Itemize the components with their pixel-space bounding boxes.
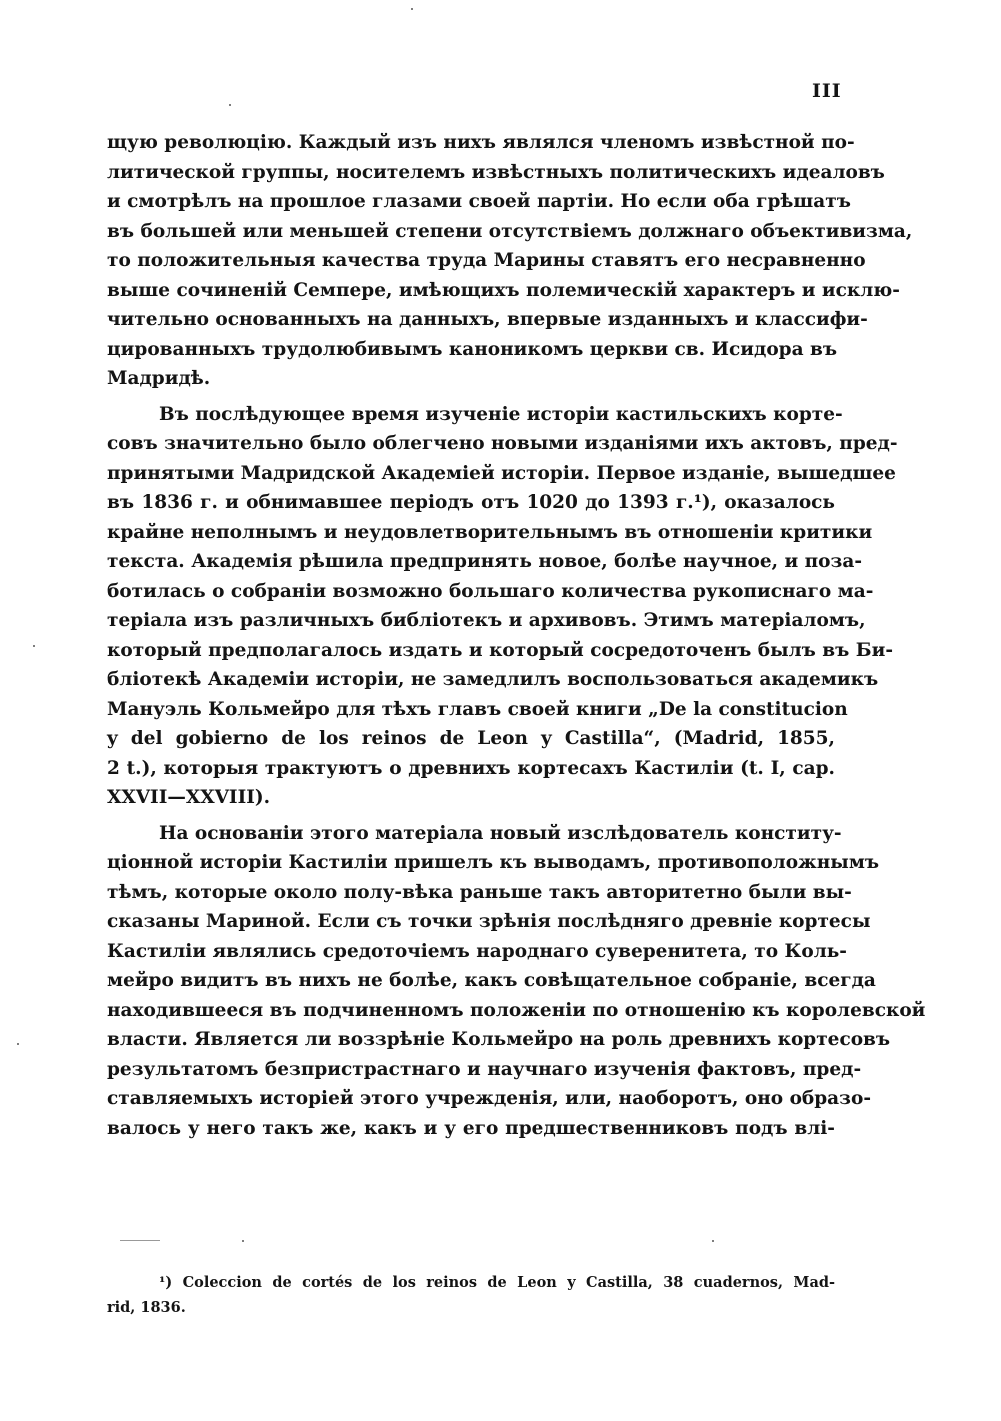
text-line: результатомъ безпристрастнаго и научнаго изученія фактовъ, пред- xyxy=(107,1058,862,1080)
text-line: крайне неполнымъ и неудовлетворительнымъ въ отношеніи критики xyxy=(107,521,873,543)
text-line: теріала изъ различныхъ библіотекъ и архивовъ. Этимъ матеріаломъ, xyxy=(107,610,866,631)
text-line: и смотрѣлъ на прошлое глазами своей партіи. Но если оба грѣшатъ xyxy=(107,191,851,212)
text-line: Кастиліи являлись средоточіемъ народнаго суверенитета, то Коль- xyxy=(107,940,847,962)
text-line: въ 1836 г. и обнимавшее періодъ отъ 1020 до 1393 г.¹), оказалось xyxy=(107,492,835,513)
text-line: мейро видитъ въ нихъ не болѣе, какъ совѣщательное собраніе, всегда xyxy=(107,970,876,991)
scan-speck xyxy=(229,104,231,106)
text-line: то положительныя качества труда Марины ставятъ его несравненно xyxy=(107,250,866,271)
text-line: На основаніи этого матеріала новый изслѣдователь конститу- xyxy=(159,822,842,844)
text-line: XXVII—XXVIII). xyxy=(107,787,271,808)
text-line: который предполагалось издать и который сосредоточенъ былъ въ Би- xyxy=(107,639,893,661)
scan-speck xyxy=(17,1043,19,1045)
page-number: III xyxy=(812,80,842,102)
text-line: текста. Академія рѣшила предпринять новое, болѣе научное, и поза- xyxy=(107,551,862,572)
text-line: ботилась о собраніи возможно большаго количества рукописнаго ма- xyxy=(107,580,874,602)
paragraph xyxy=(107,819,926,1144)
scan-speck xyxy=(712,1240,714,1242)
scan-speck xyxy=(33,645,35,647)
paragraph xyxy=(107,400,898,813)
scan-speck xyxy=(242,1240,244,1242)
text-line: власти. Является ли воззрѣніе Кольмейро на роль древнихъ кортесовъ xyxy=(107,1029,891,1050)
body-text xyxy=(107,128,926,1143)
text-line: сказаны Мариной. Если съ точки зрѣнія послѣдняго древніе кортесы xyxy=(107,911,871,932)
text-line: 2 t.), которыя трактуютъ о древнихъ кортесахъ Кастиліи (t. I, cap. xyxy=(107,757,835,779)
text-line: ціонной исторіи Кастиліи пришелъ къ выводамъ, противоположнымъ xyxy=(107,852,880,873)
text-line: принятыми Мадридской Академіей исторіи. Первое изданіе, вышедшее xyxy=(107,462,896,484)
scan-speck xyxy=(411,8,413,10)
text-line: литической группы, носителемъ извѣстныхъ политическихъ идеаловъ xyxy=(107,161,885,183)
text-line: Въ послѣдующее время изученіе исторіи кастильскихъ корте- xyxy=(159,403,843,425)
text-line: валось у него такъ же, какъ и у его предшественниковъ подъ влі- xyxy=(107,1117,835,1139)
footnote xyxy=(107,1270,835,1320)
text-line: чительно основанныхъ на данныхъ, впервые изданныхъ и классифи- xyxy=(107,309,868,330)
footnote-line: ¹) Coleccion de cortés de los reinos de Leon y Castilla, 38 cuadernos, Mad- xyxy=(159,1274,835,1291)
text-line: находившееся въ подчиненномъ положеніи по отношенію къ королевской xyxy=(107,999,926,1021)
text-line: совъ значительно было облегчено новыми изданіями ихъ актовъ, пред- xyxy=(107,433,898,454)
text-line: тѣмъ, которые около полу-вѣка раньше такъ авторитетно были вы- xyxy=(107,881,852,903)
text-line: ставляемыхъ исторіей этого учрежденія, или, наоборотъ, оно образо- xyxy=(107,1088,871,1109)
footnote-line: rid, 1836. xyxy=(107,1299,186,1316)
text-line: бліотекѣ Академіи исторіи, не замедлилъ воспользоваться академикъ xyxy=(107,669,879,690)
text-line: щую революцію. Каждый изъ нихъ являлся членомъ извѣстной по- xyxy=(107,132,855,153)
text-line: выше сочиненій Семпере, имѣющихъ полемическій характеръ и исклю- xyxy=(107,279,900,301)
text-line: Мануэль Кольмейро для тѣхъ главъ своей книги „De la constitucion xyxy=(107,698,848,720)
text-line: Мадридѣ. xyxy=(107,368,211,389)
text-line: y del gobierno de los reinos de Leon y Castilla“, (Madrid, 1855, xyxy=(107,728,835,749)
footnote-separator xyxy=(120,1240,160,1241)
text-line: цированныхъ трудолюбивымъ каноникомъ церкви св. Исидора въ xyxy=(107,338,838,360)
paragraph xyxy=(107,128,913,394)
text-line: въ большей или меньшей степени отсутствіемъ должнаго объективизма, xyxy=(107,220,913,242)
